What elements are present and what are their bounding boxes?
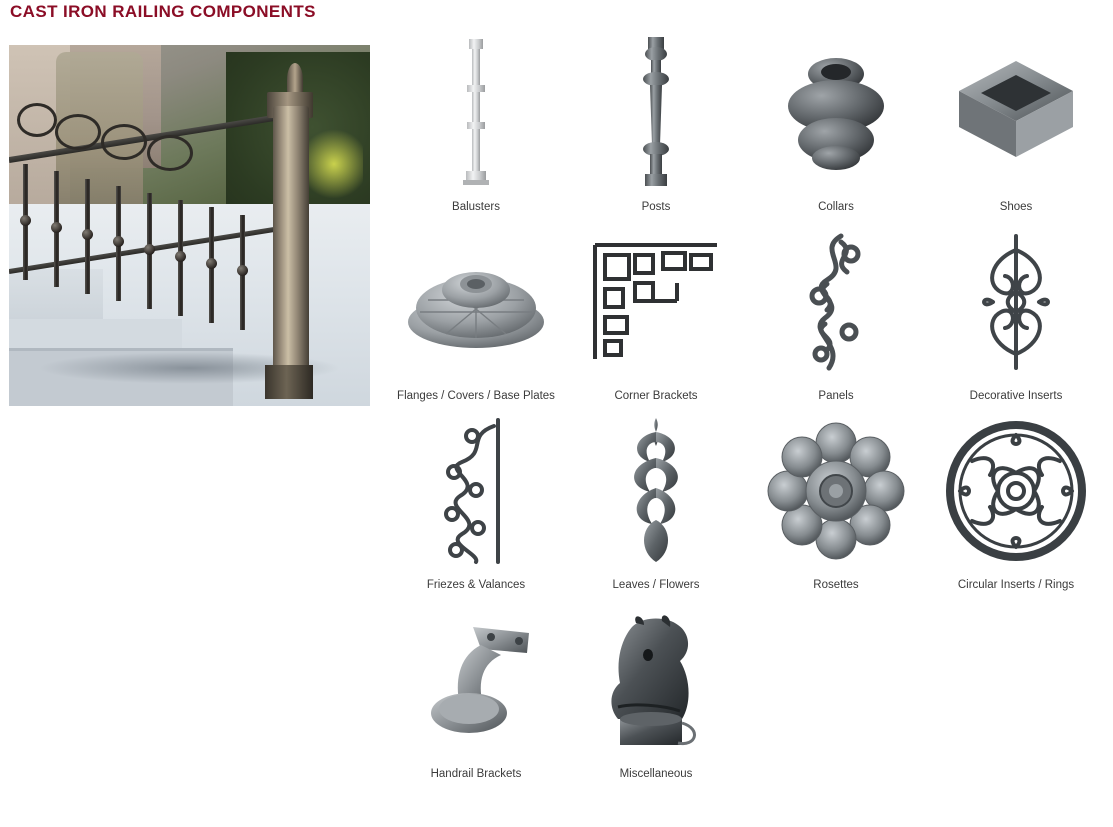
product-cell-panels[interactable]: [746, 219, 926, 408]
hero-tree-highlight: [305, 124, 363, 203]
product-label: Handrail Brackets: [430, 768, 522, 780]
hero-scrollwork: [147, 135, 193, 171]
product-label: Balusters: [452, 201, 500, 213]
product-cell-circular-inserts[interactable]: [926, 408, 1106, 597]
product-cell-collars[interactable]: [746, 30, 926, 219]
collar-icon: [746, 30, 926, 195]
product-label: Decorative Inserts: [969, 390, 1063, 402]
product-label: Circular Inserts / Rings: [957, 579, 1075, 591]
product-cell-empty: [926, 597, 1106, 786]
hero-newel-base: [265, 365, 313, 399]
hero-baluster-bead: [175, 251, 186, 262]
product-label: Corner Brackets: [614, 390, 698, 402]
leaf-icon: [566, 408, 746, 573]
product-cell-rosettes[interactable]: [746, 408, 926, 597]
panel-icon: [746, 219, 926, 384]
product-label: Friezes & Valances: [426, 579, 526, 591]
product-cell-posts[interactable]: [566, 30, 746, 219]
product-row: [386, 219, 1106, 408]
miscellaneous-icon: [566, 597, 746, 762]
product-cell-friezes[interactable]: [386, 408, 566, 597]
product-row: [386, 597, 1106, 786]
frieze-icon: [386, 408, 566, 573]
post-icon: [566, 30, 746, 195]
product-cell-leaves[interactable]: [566, 408, 746, 597]
product-row: [386, 408, 1106, 597]
hero-baluster-bead: [144, 244, 155, 255]
baluster-icon: [386, 30, 566, 195]
product-cell-balusters[interactable]: [386, 30, 566, 219]
handrail-bracket-icon: [386, 597, 566, 762]
product-label: Collars: [818, 201, 854, 213]
product-cell-handrail-brackets[interactable]: [386, 597, 566, 786]
product-label: Leaves / Flowers: [612, 579, 700, 591]
product-row: [386, 30, 1106, 219]
page-title: CAST IRON RAILING COMPONENTS: [10, 2, 316, 21]
hero-photo: [9, 45, 370, 406]
product-label: Rosettes: [813, 579, 859, 591]
product-grid: [386, 30, 1106, 786]
product-cell-flanges[interactable]: [386, 219, 566, 408]
product-label: Miscellaneous: [619, 768, 693, 780]
product-cell-corner-brackets[interactable]: [566, 219, 746, 408]
rosette-icon: [746, 408, 926, 573]
product-label: Posts: [641, 201, 671, 213]
hero-scrollwork: [55, 114, 101, 150]
product-cell-miscellaneous[interactable]: [566, 597, 746, 786]
shoe-icon: [926, 30, 1106, 195]
hero-baluster-bead: [20, 215, 31, 226]
hero-newel-post: [273, 106, 309, 384]
corner-bracket-icon: [566, 219, 746, 384]
product-cell-shoes[interactable]: [926, 30, 1106, 219]
product-label: Shoes: [999, 201, 1033, 213]
hero-baluster-bead: [51, 222, 62, 233]
product-cell-empty: [746, 597, 926, 786]
hero-scrollwork: [17, 103, 57, 137]
flange-icon: [386, 219, 566, 384]
decorative-insert-icon: [926, 219, 1106, 384]
product-cell-decorative-inserts[interactable]: [926, 219, 1106, 408]
hero-baluster-bead: [206, 258, 217, 269]
product-label: Panels: [818, 390, 854, 402]
circular-insert-icon: [926, 408, 1106, 573]
product-label: Flanges / Covers / Base Plates: [397, 390, 555, 402]
